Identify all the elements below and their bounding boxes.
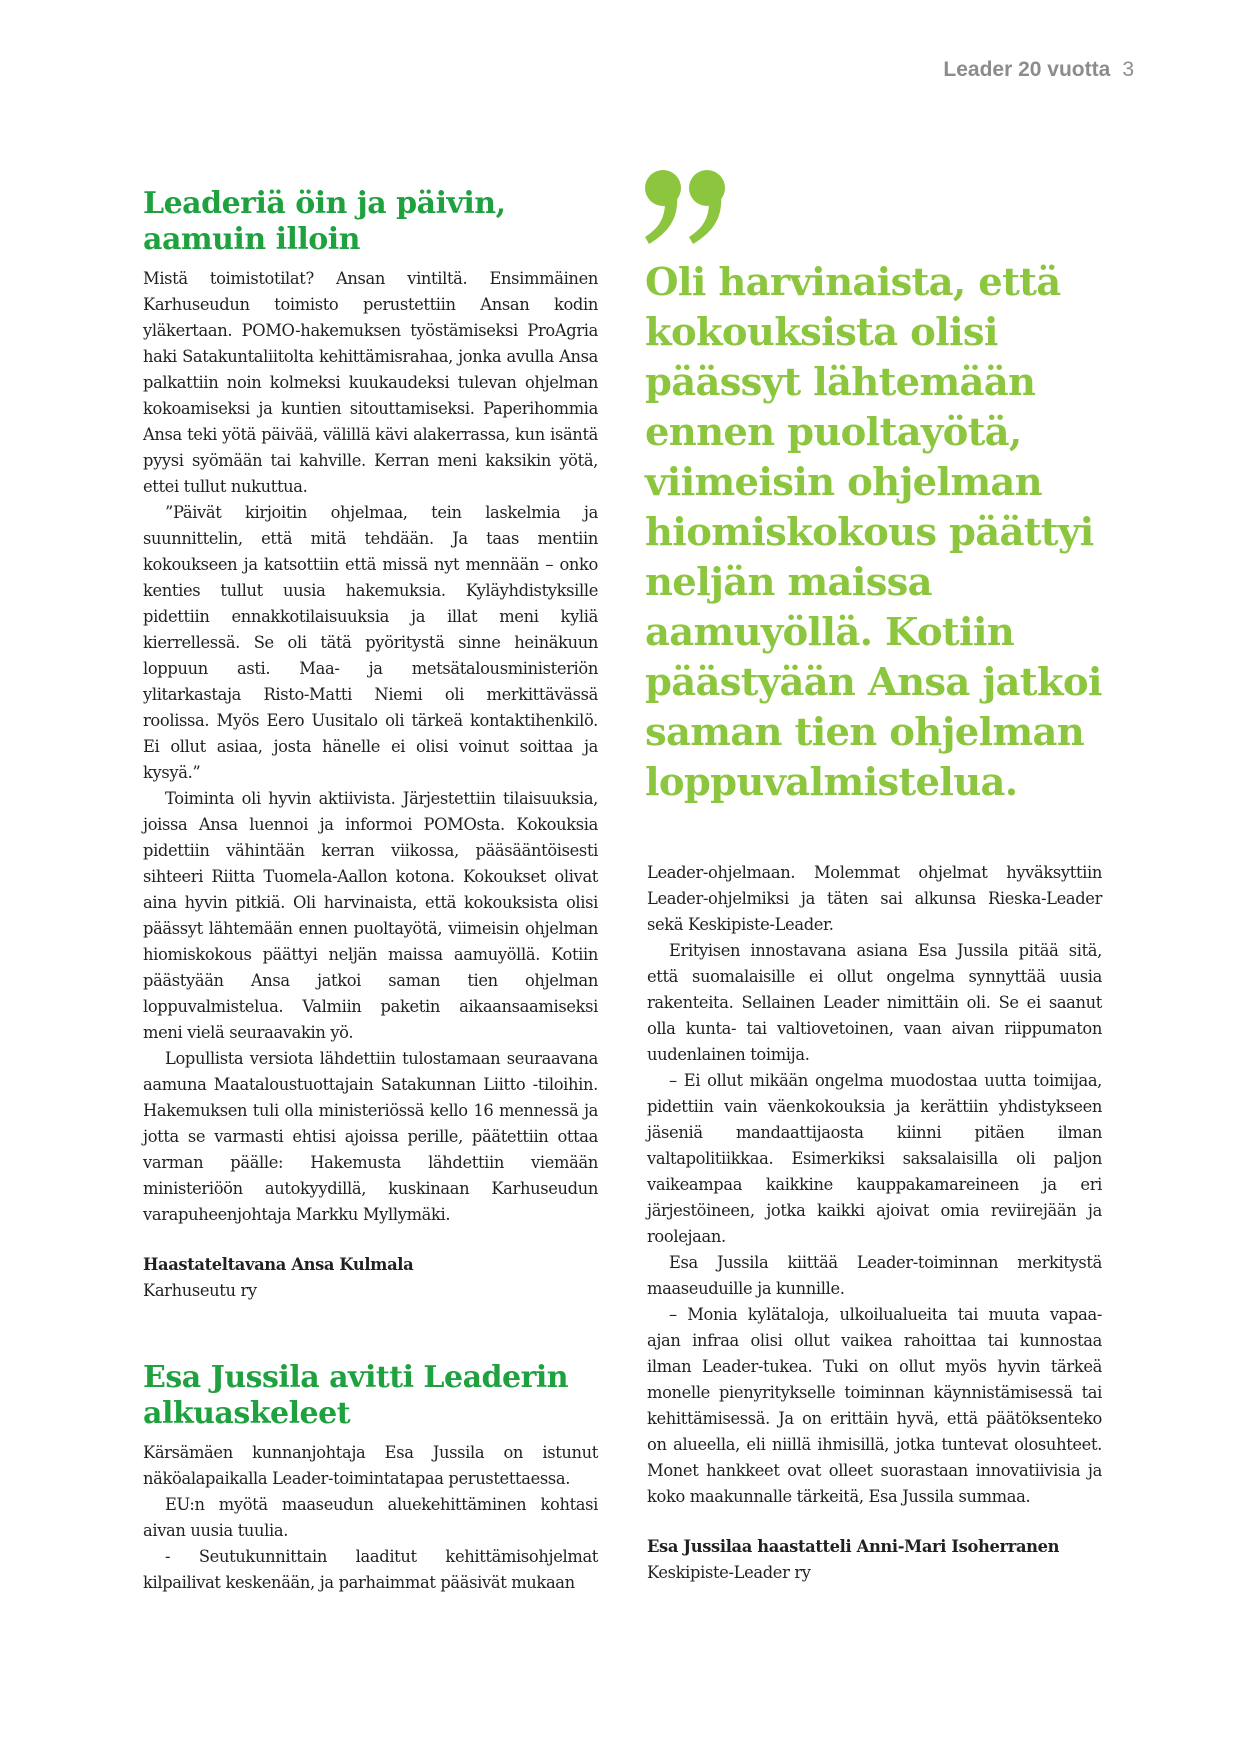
article1-title-line1: Leaderiä öin ja päivin,	[143, 186, 506, 221]
article2-paragraph: - Seutukunnittain laaditut kehittämisohjelmat kilpailivat keskenään, ja parhaimmat pääsivät mukaan	[143, 1547, 598, 1592]
article1-signature-org: Karhuseutu ry	[143, 1281, 257, 1300]
article1-paragraph: ”Päivät kirjoitin ohjelmaa, tein laskelmia ja suunnittelin, että mitä tehdään. Ja taas mentiin kokoukseen ja katsottiin että missä nyt mennään – onko kenties tullut uusia hakemuksia. Kyläyhdistyksille pidettiin ennakkotilaisuuksia ja illat meni kyliä kierrellessä. Se oli tätä pyöritystä sinne heinäkuun loppuun asti. Maa- ja metsätalousministeriön ylitarkastaja Risto-Matti Niemi oli merkittävässä roolissa. Myös Eero Uusitalo oli tärkeä kontaktihenkilö. Ei ollut asiaa, josta hänelle ei olisi voinut soittaa ja kysyä.”	[143, 503, 598, 782]
article2-paragraph: – Ei ollut mikään ongelma muodostaa uutta toimijaa, pidettiin vain väenkokouksia ja kerättiin yhdistykseen jäseniä mandaattijaosta kiinni pitäen ilman valtapolitiikkaa. Esimerkiksi saksalaisilla oli paljon vaikeampaa kaikkine kauppakamareineen ja eri järjestöineen, jotka kaikki ajoivat omia reviirejään ja roolejaan.	[647, 1071, 1102, 1246]
article2-title-line2: alkuaskeleet	[143, 1396, 351, 1431]
article2-paragraph: Erityisen innostavana asiana Esa Jussila pitää sitä, että suomalaisille ei ollut ongelma synnyttää uusia rakenteita. Sellainen Leader nimittäin oli. Se ei saanut olla kunta- tai valtiovetoinen, vaan aivan riippumaton uudenlainen toimija.	[647, 941, 1102, 1064]
article2-paragraph: Kärsämäen kunnanjohtaja Esa Jussila on istunut näköalapaikalla Leader-toimintatapaa perustettaessa.	[143, 1443, 598, 1488]
article2-paragraph: EU:n myötä maaseudun aluekehittäminen kohtasi aivan uusia tuulia.	[143, 1495, 598, 1540]
article1-title-line2: aamuin illoin	[143, 222, 360, 257]
article1-paragraph: Toiminta oli hyvin aktiivista. Järjestettiin tilaisuuksia, joissa Ansa luennoi ja informoi POMOsta. Kokouksia pidettiin vähintään kerran viikossa, pääsääntöisesti sihteeri Riitta Tuomela-Aallon kotona. Kokoukset olivat aina hyvin pitkiä. Oli harvinaista, että kokouksista olisi päässyt lähtemään ennen puoltayötä, viimeisin ohjelman hiomiskokous päättyi neljän maissa aamuyöllä. Kotiin päästyään Ansa jatkoi saman tien ohjelman loppuvalmistelua. Valmiin paketin aikaansaamiseksi meni vielä seuraavakin yö.	[143, 789, 598, 1042]
article2-signature	[647, 1534, 1102, 1586]
article2-signature-org: Keskipiste-Leader ry	[647, 1563, 811, 1582]
page-number: 3	[1122, 58, 1134, 81]
article1-signature	[143, 1252, 598, 1304]
left-column	[143, 186, 598, 1596]
article2-paragraph: – Monia kylätaloja, ulkoilualueita tai muuta vapaa-ajan infraa olisi ollut vaikea rahoittaa tai kunnostaa ilman Leader-tukea. Tuki on ollut myös hyvin tärkeä monelle pienyritykselle toiminnan käynnistämisessä tai kehittämisessä. Ja on erittäin hyvä, että päätöksenteko on alueella, eli niillä ihmisillä, jotka tuntevat olosuhteet. Monet hankkeet ovat olleet suorastaan innovatiivisia ja koko maakunnalle tärkeitä, Esa Jussila summaa.	[647, 1305, 1102, 1506]
article2-signature-name: Esa Jussilaa haastatteli Anni-Mari Isoherranen	[647, 1537, 1060, 1556]
article1-signature-name: Haastateltavana Ansa Kulmala	[143, 1255, 414, 1274]
pull-quote: Oli harvinaista, että kokouksista olisi päässyt lähtemään ennen puoltayötä, viimeisin ohjelman hiomiskokous päättyi neljän maissa aamuyöllä. Kotiin päästyään Ansa jatkoi saman tien ohjelman loppuvalmistelua.	[645, 260, 1102, 805]
running-head-title: Leader 20 vuotta	[943, 58, 1111, 81]
running-head	[943, 58, 1134, 82]
section-spacer	[143, 1304, 598, 1360]
quote-marks-icon	[643, 166, 733, 256]
article1-paragraph: Lopullista versiota lähdettiin tulostamaan seuraavana aamuna Maataloustuottajain Satakunnan Liitto -tiloihin. Hakemuksen tuli olla ministeriössä kello 16 mennessä ja jotta se varmasti ehtisi ajoissa perille, päätettiin ottaa varman päälle: Hakemusta lähdettiin viemään ministeriöön autokyydillä, kuskinaan Karhuseudun varapuheenjohtaja Markku Myllymäki.	[143, 1049, 598, 1224]
article2-paragraph: Esa Jussila kiittää Leader-toiminnan merkitystä maaseuduille ja kunnille.	[647, 1253, 1102, 1298]
article2-title	[143, 1360, 598, 1432]
article1-title	[143, 186, 598, 258]
article2-title-line1: Esa Jussila avitti Leaderin	[143, 1360, 569, 1395]
article1-paragraph: Mistä toimistotilat? Ansan vintiltä. Ensimmäinen Karhuseudun toimisto perustettiin Ansan kodin yläkertaan. POMO-hakemuksen työstämiseksi ProAgria haki Satakuntaliitolta kehittämisrahaa, jonka avulla Ansa palkattiin noin kolmeksi kuukaudeksi tulevan ohjelman kokoamiseksi ja kuntien sitouttamiseksi. Paperihommia Ansa teki yötä päivää, välillä kävi alakerrassa, kun isäntä pyysi syömään tai kahville. Kerran meni kaksikin yötä, ettei tullut nukuttua.	[143, 269, 598, 496]
right-column	[647, 860, 1102, 1586]
article2-paragraph: Leader-ohjelmaan. Molemmat ohjelmat hyväksyttiin Leader-ohjelmiksi ja täten sai alkunsa Rieska-Leader sekä Keskipiste-Leader.	[647, 863, 1102, 934]
